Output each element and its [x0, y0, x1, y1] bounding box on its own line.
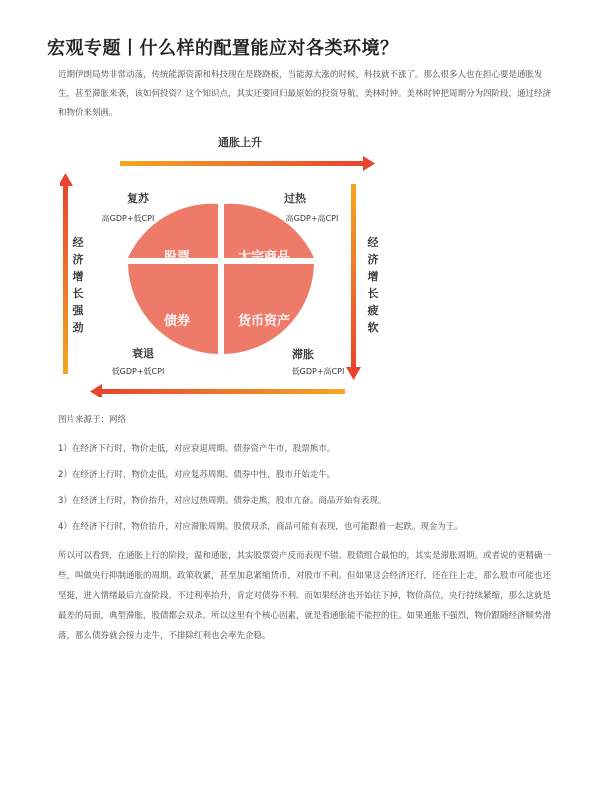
quadrant-label-commodities: 大宗商品	[237, 250, 291, 265]
quadrant-label-stocks: 股票	[163, 250, 191, 265]
article-title: 宏观专题丨什么样的配置能应对各类环境？	[47, 38, 399, 59]
quadrant-label-bonds: 债券	[163, 314, 191, 329]
phase-stagflation: 滞胀	[292, 348, 314, 361]
quadrant-bonds	[128, 264, 218, 354]
quadrant-label-cash: 货币资产	[237, 314, 291, 329]
phase-recovery-condition: 高GDP+低CPI	[101, 214, 155, 223]
top-arrow-label: 通胀上升	[218, 136, 262, 149]
vertical-label-char: 强	[72, 304, 84, 317]
phase-points-list	[58, 442, 558, 546]
vertical-label-char: 疲	[367, 304, 379, 317]
phase-recession-condition: 低GDP+低CPI	[111, 367, 165, 376]
vertical-label-char: 长	[72, 287, 84, 300]
summary-paragraph: 所以可以看到，在通胀上行的阶段，温和通胀，其实股票资产反而表现不错。股债组合最怕的，其实是滞胀周期。或者说的更精确一些，叫做央行抑制通胀的周期。政策收紧，甚至加息紧缩货币，对股市不利。但如果这会经济还行，还在往上走，那么股市可能也还坚挺，进入情绪最后亢奋阶段。不过利率抬升，肯定对债券不利。而如果经济也开始往下掉，物价高位，央行持续紧缩，那么这就是最差的局面，典型滞胀，股债都会双杀。所以这里有个核心因素，就是看通胀能不能控的住。如果通胀不强烈，物价跟随经济顺势滑落，那么债券就会接力走牛，不排除红利也会率先企稳。	[58, 551, 552, 641]
clock-quadrants	[128, 204, 314, 354]
left-arrow	[60, 173, 73, 374]
vertical-label-char: 济	[72, 253, 84, 266]
phase-stagflation-condition: 低GDP+高CPI	[291, 367, 345, 376]
vertical-label-char: 经	[367, 236, 379, 249]
right-arrow-label	[367, 235, 380, 334]
phase-overheat: 过热	[284, 192, 306, 205]
merrill-lynch-clock-diagram	[60, 132, 405, 397]
quadrant-cash	[224, 264, 314, 354]
list-item: 4）在经济下行时，物价抬升，对应滞胀周期。股债双杀，商品可能有表现，也可能跟着一起跌。现金为王。	[58, 522, 463, 532]
top-arrow	[120, 156, 375, 171]
list-item: 3）在经济上行时，物价抬升，对应过热周期。债券走熊，股市亢奋。商品开始有表现。	[58, 496, 387, 506]
vertical-label-char: 济	[367, 253, 379, 266]
vertical-label-char: 软	[367, 321, 379, 334]
intro-paragraph: 近期伊朗局势非常动荡，传统能源资源和科技现在是跷跷板，当能源大涨的时候，科技就不涨了。那么很多人也在担心要是通胀发生，甚至滞胀来袭，该如何投资？这个知识点，其实还要回归最原始的投资导航，美林时钟。美林时钟把周期分为四阶段，通过经济和物价来刻画。	[58, 70, 552, 118]
vertical-label-char: 劲	[72, 321, 84, 334]
list-item: 1）在经济下行时，物价走低，对应衰退周期。债券资产牛市，股票熊市。	[58, 444, 336, 454]
phase-recovery: 复苏	[127, 192, 149, 205]
vertical-label-char: 增	[367, 270, 379, 283]
left-arrow-label	[72, 235, 85, 334]
phase-recession: 衰退	[132, 347, 154, 360]
vertical-label-char: 增	[72, 270, 84, 283]
right-arrow	[346, 184, 361, 380]
vertical-label-char: 经	[72, 236, 84, 249]
image-source: 图片来源于：网络	[58, 415, 127, 425]
list-item: 2）在经济上行时，物价走低，对应复苏周期。债券中性，股市开始走牛。	[58, 470, 336, 480]
vertical-label-char: 长	[367, 287, 379, 300]
phase-overheat-condition: 高GDP+高CPI	[285, 214, 339, 223]
bottom-arrow	[90, 384, 345, 397]
